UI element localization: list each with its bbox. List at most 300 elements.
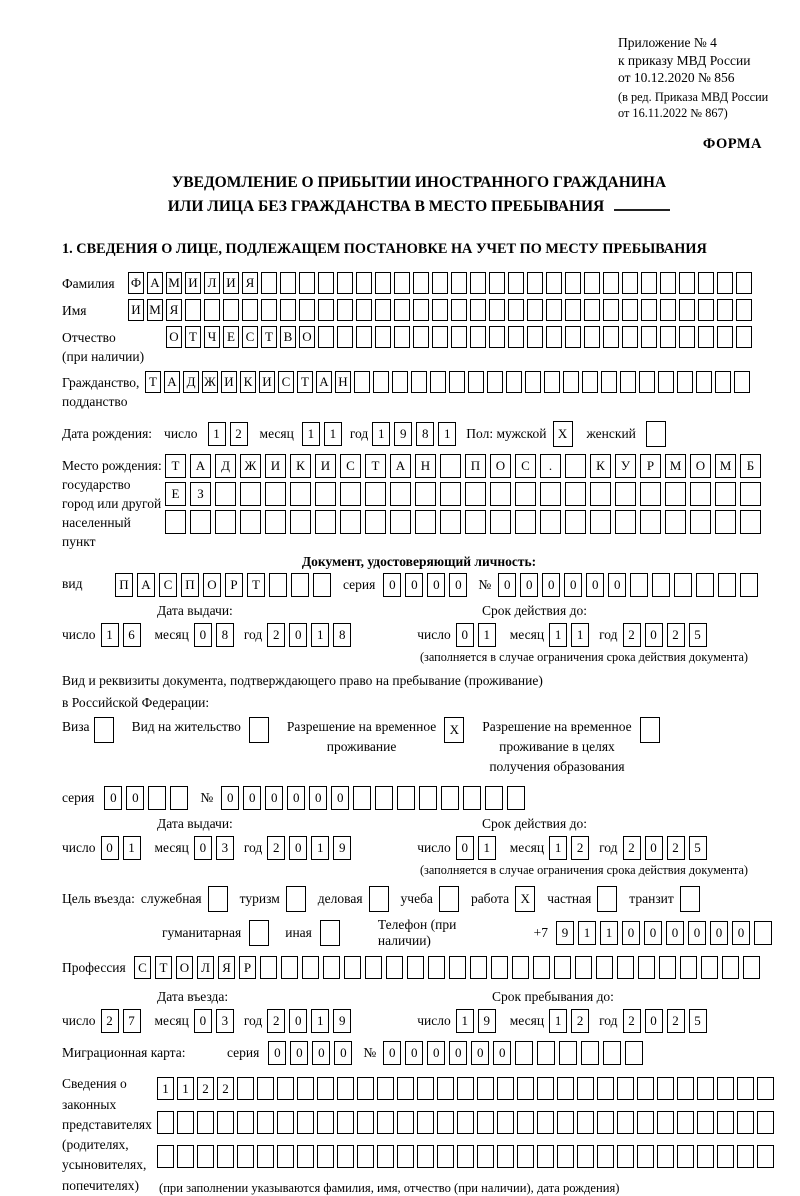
- form-cell[interactable]: [354, 371, 370, 393]
- form-cell[interactable]: [659, 956, 676, 979]
- form-cell[interactable]: [515, 510, 536, 534]
- form-cell[interactable]: [590, 510, 611, 534]
- form-cell[interactable]: П: [465, 454, 486, 478]
- form-cell[interactable]: 1: [123, 836, 141, 860]
- form-cell[interactable]: [517, 1077, 534, 1100]
- form-cell[interactable]: О: [299, 326, 315, 348]
- form-cell[interactable]: [240, 482, 261, 506]
- form-cell[interactable]: [625, 1041, 643, 1065]
- form-cell[interactable]: [457, 1077, 474, 1100]
- form-cell[interactable]: [432, 326, 448, 348]
- form-cell[interactable]: [575, 956, 592, 979]
- form-cell[interactable]: [490, 510, 511, 534]
- purpose-private-checkbox[interactable]: [597, 886, 621, 912]
- form-cell[interactable]: [477, 1111, 494, 1134]
- form-cell[interactable]: [737, 1077, 754, 1100]
- form-cell[interactable]: [737, 1111, 754, 1134]
- form-cell[interactable]: [736, 326, 752, 348]
- form-cell[interactable]: [717, 1111, 734, 1134]
- form-cell[interactable]: [257, 1145, 274, 1168]
- form-cell[interactable]: У: [615, 454, 636, 478]
- form-cell[interactable]: [506, 371, 522, 393]
- form-cell[interactable]: С: [515, 454, 536, 478]
- form-cell[interactable]: 0: [104, 786, 122, 810]
- form-cell[interactable]: [657, 1145, 674, 1168]
- form-cell[interactable]: X: [553, 421, 573, 447]
- form-cell[interactable]: [337, 272, 353, 294]
- form-cell[interactable]: 0: [290, 1041, 308, 1065]
- form-cell[interactable]: Е: [223, 326, 239, 348]
- form-cell[interactable]: 1: [438, 422, 456, 446]
- form-cell[interactable]: [260, 956, 277, 979]
- form-cell[interactable]: [265, 482, 286, 506]
- form-cell[interactable]: 0: [126, 786, 144, 810]
- form-cell[interactable]: [261, 299, 277, 321]
- form-cell[interactable]: А: [147, 272, 163, 294]
- form-cell[interactable]: [217, 1111, 234, 1134]
- form-cell[interactable]: [261, 272, 277, 294]
- form-cell[interactable]: [715, 371, 731, 393]
- form-cell[interactable]: [717, 326, 733, 348]
- form-cell[interactable]: 2: [667, 836, 685, 860]
- form-cell[interactable]: 9: [333, 836, 351, 860]
- form-cell[interactable]: [365, 510, 386, 534]
- form-cell[interactable]: Т: [155, 956, 172, 979]
- form-cell[interactable]: К: [290, 454, 311, 478]
- form-cell[interactable]: [377, 1111, 394, 1134]
- form-cell[interactable]: [317, 1077, 334, 1100]
- form-cell[interactable]: Д: [215, 454, 236, 478]
- form-cell[interactable]: 2: [217, 1077, 234, 1100]
- form-cell[interactable]: [357, 1145, 374, 1168]
- form-cell[interactable]: [658, 371, 674, 393]
- purpose-study-checkbox[interactable]: [439, 886, 463, 912]
- form-cell[interactable]: [736, 299, 752, 321]
- form-cell[interactable]: [297, 1145, 314, 1168]
- form-cell[interactable]: [375, 272, 391, 294]
- sex-male-checkbox[interactable]: [553, 421, 577, 447]
- form-cell[interactable]: 1: [549, 623, 567, 647]
- form-cell[interactable]: [584, 326, 600, 348]
- form-cell[interactable]: [277, 1145, 294, 1168]
- form-cell[interactable]: [641, 299, 657, 321]
- form-cell[interactable]: [603, 326, 619, 348]
- form-cell[interactable]: [217, 1145, 234, 1168]
- form-cell[interactable]: [277, 1077, 294, 1100]
- form-cell[interactable]: [417, 1145, 434, 1168]
- form-cell[interactable]: [302, 956, 319, 979]
- form-cell[interactable]: Т: [261, 326, 277, 348]
- form-cell[interactable]: [640, 482, 661, 506]
- purpose-transit-checkbox[interactable]: [680, 886, 704, 912]
- form-cell[interactable]: [640, 510, 661, 534]
- form-cell[interactable]: 1: [157, 1077, 174, 1100]
- form-cell[interactable]: [470, 326, 486, 348]
- form-cell[interactable]: [740, 573, 758, 597]
- form-cell[interactable]: [718, 573, 736, 597]
- form-cell[interactable]: А: [137, 573, 155, 597]
- form-cell[interactable]: [665, 482, 686, 506]
- form-cell[interactable]: И: [185, 272, 201, 294]
- form-cell[interactable]: [373, 371, 389, 393]
- form-cell[interactable]: [157, 1111, 174, 1134]
- form-cell[interactable]: [340, 482, 361, 506]
- form-cell[interactable]: [318, 299, 334, 321]
- form-cell[interactable]: [437, 1111, 454, 1134]
- form-cell[interactable]: [584, 272, 600, 294]
- form-cell[interactable]: [411, 371, 427, 393]
- form-cell[interactable]: А: [316, 371, 332, 393]
- form-cell[interactable]: [690, 510, 711, 534]
- form-cell[interactable]: М: [665, 454, 686, 478]
- form-cell[interactable]: 0: [542, 573, 560, 597]
- form-cell[interactable]: 0: [383, 1041, 401, 1065]
- form-cell[interactable]: [290, 482, 311, 506]
- form-cell[interactable]: [375, 299, 391, 321]
- form-cell[interactable]: 2: [197, 1077, 214, 1100]
- form-cell[interactable]: И: [265, 454, 286, 478]
- form-cell[interactable]: 0: [520, 573, 538, 597]
- form-cell[interactable]: Т: [247, 573, 265, 597]
- form-cell[interactable]: [430, 371, 446, 393]
- form-cell[interactable]: 1: [311, 836, 329, 860]
- form-cell[interactable]: [660, 272, 676, 294]
- form-cell[interactable]: 1: [311, 1009, 329, 1033]
- form-cell[interactable]: [717, 299, 733, 321]
- form-cell[interactable]: 2: [267, 623, 285, 647]
- form-cell[interactable]: Ж: [240, 454, 261, 478]
- form-cell[interactable]: 0: [586, 573, 604, 597]
- form-cell[interactable]: [148, 786, 166, 810]
- form-cell[interactable]: 0: [287, 786, 305, 810]
- form-cell[interactable]: 2: [623, 623, 641, 647]
- form-cell[interactable]: [639, 371, 655, 393]
- form-cell[interactable]: [377, 1077, 394, 1100]
- form-cell[interactable]: [477, 1145, 494, 1168]
- form-cell[interactable]: 0: [688, 921, 706, 945]
- form-cell[interactable]: [617, 1077, 634, 1100]
- form-cell[interactable]: [696, 573, 714, 597]
- form-cell[interactable]: 0: [622, 921, 640, 945]
- form-cell[interactable]: [356, 299, 372, 321]
- form-cell[interactable]: Р: [225, 573, 243, 597]
- purpose-humanitarian-checkbox[interactable]: [249, 920, 273, 946]
- form-cell[interactable]: [208, 886, 228, 912]
- form-cell[interactable]: [620, 371, 636, 393]
- form-cell[interactable]: [323, 956, 340, 979]
- form-cell[interactable]: [468, 371, 484, 393]
- form-cell[interactable]: [437, 1077, 454, 1100]
- form-cell[interactable]: [512, 956, 529, 979]
- visa-checkbox[interactable]: [94, 717, 118, 743]
- form-cell[interactable]: [565, 454, 586, 478]
- form-cell[interactable]: [249, 717, 269, 743]
- form-cell[interactable]: [641, 272, 657, 294]
- form-cell[interactable]: 8: [333, 623, 351, 647]
- form-cell[interactable]: Т: [297, 371, 313, 393]
- form-cell[interactable]: [165, 510, 186, 534]
- form-cell[interactable]: [315, 510, 336, 534]
- purpose-business-checkbox[interactable]: [208, 886, 232, 912]
- form-cell[interactable]: [320, 920, 340, 946]
- form-cell[interactable]: [485, 786, 503, 810]
- form-cell[interactable]: [641, 326, 657, 348]
- form-cell[interactable]: [597, 1077, 614, 1100]
- form-cell[interactable]: К: [590, 454, 611, 478]
- form-cell[interactable]: [356, 326, 372, 348]
- form-cell[interactable]: О: [490, 454, 511, 478]
- form-cell[interactable]: [477, 1077, 494, 1100]
- sex-female-checkbox[interactable]: [646, 421, 670, 447]
- form-cell[interactable]: 1: [208, 422, 226, 446]
- form-cell[interactable]: 0: [456, 623, 474, 647]
- form-cell[interactable]: [737, 1145, 754, 1168]
- form-cell[interactable]: 1: [456, 1009, 474, 1033]
- form-cell[interactable]: [392, 371, 408, 393]
- form-cell[interactable]: [584, 299, 600, 321]
- form-cell[interactable]: А: [190, 454, 211, 478]
- form-cell[interactable]: 0: [194, 1009, 212, 1033]
- form-cell[interactable]: 1: [478, 623, 496, 647]
- form-cell[interactable]: 3: [216, 836, 234, 860]
- form-cell[interactable]: 0: [564, 573, 582, 597]
- form-cell[interactable]: [679, 326, 695, 348]
- form-cell[interactable]: 0: [645, 1009, 663, 1033]
- form-cell[interactable]: [375, 326, 391, 348]
- form-cell[interactable]: Р: [640, 454, 661, 478]
- form-cell[interactable]: [697, 1145, 714, 1168]
- form-cell[interactable]: [365, 956, 382, 979]
- form-cell[interactable]: [277, 1111, 294, 1134]
- form-cell[interactable]: Е: [165, 482, 186, 506]
- form-cell[interactable]: [754, 921, 772, 945]
- form-cell[interactable]: Н: [335, 371, 351, 393]
- form-cell[interactable]: [407, 956, 424, 979]
- form-cell[interactable]: 0: [331, 786, 349, 810]
- form-cell[interactable]: С: [278, 371, 294, 393]
- form-cell[interactable]: 2: [101, 1009, 119, 1033]
- form-cell[interactable]: [390, 482, 411, 506]
- form-cell[interactable]: [344, 956, 361, 979]
- form-cell[interactable]: 0: [427, 573, 445, 597]
- form-cell[interactable]: [428, 956, 445, 979]
- form-cell[interactable]: [615, 482, 636, 506]
- form-cell[interactable]: [397, 1145, 414, 1168]
- form-cell[interactable]: [449, 371, 465, 393]
- form-cell[interactable]: И: [128, 299, 144, 321]
- form-cell[interactable]: 1: [578, 921, 596, 945]
- form-cell[interactable]: [369, 886, 389, 912]
- form-cell[interactable]: С: [159, 573, 177, 597]
- form-cell[interactable]: [415, 510, 436, 534]
- form-cell[interactable]: 0: [644, 921, 662, 945]
- form-cell[interactable]: 1: [549, 836, 567, 860]
- form-cell[interactable]: [677, 371, 693, 393]
- form-cell[interactable]: [237, 1145, 254, 1168]
- form-cell[interactable]: [386, 956, 403, 979]
- form-cell[interactable]: [697, 1077, 714, 1100]
- form-cell[interactable]: [449, 956, 466, 979]
- form-cell[interactable]: [565, 272, 581, 294]
- form-cell[interactable]: .: [540, 454, 561, 478]
- form-cell[interactable]: [215, 510, 236, 534]
- form-cell[interactable]: [237, 1077, 254, 1100]
- form-cell[interactable]: Ж: [202, 371, 218, 393]
- form-cell[interactable]: 0: [405, 1041, 423, 1065]
- form-cell[interactable]: [177, 1145, 194, 1168]
- form-cell[interactable]: [533, 956, 550, 979]
- form-cell[interactable]: [280, 272, 296, 294]
- form-cell[interactable]: 0: [194, 836, 212, 860]
- form-cell[interactable]: [356, 272, 372, 294]
- form-cell[interactable]: [465, 482, 486, 506]
- form-cell[interactable]: [490, 482, 511, 506]
- form-cell[interactable]: А: [390, 454, 411, 478]
- form-cell[interactable]: [377, 1145, 394, 1168]
- form-cell[interactable]: [297, 1111, 314, 1134]
- form-cell[interactable]: 0: [312, 1041, 330, 1065]
- form-cell[interactable]: [680, 956, 697, 979]
- form-cell[interactable]: [375, 786, 393, 810]
- form-cell[interactable]: 5: [689, 1009, 707, 1033]
- form-cell[interactable]: 1: [478, 836, 496, 860]
- form-cell[interactable]: 9: [556, 921, 574, 945]
- edu-residence-checkbox[interactable]: [640, 717, 664, 743]
- form-cell[interactable]: [715, 510, 736, 534]
- form-cell[interactable]: Л: [197, 956, 214, 979]
- form-cell[interactable]: [603, 299, 619, 321]
- form-cell[interactable]: [415, 482, 436, 506]
- form-cell[interactable]: [622, 272, 638, 294]
- form-cell[interactable]: [390, 510, 411, 534]
- form-cell[interactable]: [419, 786, 437, 810]
- form-cell[interactable]: [465, 510, 486, 534]
- form-cell[interactable]: 5: [689, 623, 707, 647]
- form-cell[interactable]: 8: [416, 422, 434, 446]
- form-cell[interactable]: [577, 1111, 594, 1134]
- form-cell[interactable]: X: [444, 717, 464, 743]
- form-cell[interactable]: [497, 1077, 514, 1100]
- form-cell[interactable]: Р: [239, 956, 256, 979]
- form-cell[interactable]: 1: [600, 921, 618, 945]
- form-cell[interactable]: [525, 371, 541, 393]
- form-cell[interactable]: [417, 1111, 434, 1134]
- form-cell[interactable]: [337, 1111, 354, 1134]
- form-cell[interactable]: З: [190, 482, 211, 506]
- form-cell[interactable]: [508, 299, 524, 321]
- form-cell[interactable]: [240, 510, 261, 534]
- form-cell[interactable]: И: [221, 371, 237, 393]
- form-cell[interactable]: [170, 786, 188, 810]
- form-cell[interactable]: [637, 1145, 654, 1168]
- form-cell[interactable]: 0: [194, 623, 212, 647]
- form-cell[interactable]: [439, 886, 459, 912]
- form-cell[interactable]: [249, 920, 269, 946]
- form-cell[interactable]: [554, 956, 571, 979]
- form-cell[interactable]: [413, 299, 429, 321]
- form-cell[interactable]: [437, 1145, 454, 1168]
- form-cell[interactable]: [597, 1145, 614, 1168]
- form-cell[interactable]: 2: [667, 623, 685, 647]
- form-cell[interactable]: [394, 299, 410, 321]
- form-cell[interactable]: Л: [204, 272, 220, 294]
- form-cell[interactable]: П: [181, 573, 199, 597]
- form-cell[interactable]: [701, 956, 718, 979]
- form-cell[interactable]: [413, 272, 429, 294]
- form-cell[interactable]: [696, 371, 712, 393]
- form-cell[interactable]: И: [223, 272, 239, 294]
- form-cell[interactable]: 0: [265, 786, 283, 810]
- form-cell[interactable]: [318, 272, 334, 294]
- form-cell[interactable]: [397, 1111, 414, 1134]
- form-cell[interactable]: [281, 956, 298, 979]
- form-cell[interactable]: О: [203, 573, 221, 597]
- form-cell[interactable]: [757, 1145, 774, 1168]
- form-cell[interactable]: [299, 299, 315, 321]
- form-cell[interactable]: К: [240, 371, 256, 393]
- form-cell[interactable]: [601, 371, 617, 393]
- form-cell[interactable]: [353, 786, 371, 810]
- form-cell[interactable]: Ф: [128, 272, 144, 294]
- form-cell[interactable]: [515, 482, 536, 506]
- form-cell[interactable]: Ч: [204, 326, 220, 348]
- form-cell[interactable]: 2: [571, 1009, 589, 1033]
- form-cell[interactable]: [215, 482, 236, 506]
- form-cell[interactable]: [717, 1077, 734, 1100]
- form-cell[interactable]: [397, 1077, 414, 1100]
- form-cell[interactable]: 9: [333, 1009, 351, 1033]
- form-cell[interactable]: Я: [218, 956, 235, 979]
- form-cell[interactable]: [451, 299, 467, 321]
- form-cell[interactable]: [157, 1145, 174, 1168]
- form-cell[interactable]: [527, 326, 543, 348]
- form-cell[interactable]: [698, 272, 714, 294]
- form-cell[interactable]: П: [115, 573, 133, 597]
- form-cell[interactable]: [565, 326, 581, 348]
- residence-checkbox[interactable]: [249, 717, 273, 743]
- form-cell[interactable]: X: [515, 886, 535, 912]
- form-cell[interactable]: 2: [623, 836, 641, 860]
- form-cell[interactable]: 1: [324, 422, 342, 446]
- form-cell[interactable]: [717, 1145, 734, 1168]
- form-cell[interactable]: [223, 299, 239, 321]
- form-cell[interactable]: 0: [268, 1041, 286, 1065]
- form-cell[interactable]: [440, 454, 461, 478]
- form-cell[interactable]: 2: [571, 836, 589, 860]
- form-cell[interactable]: [432, 299, 448, 321]
- form-cell[interactable]: М: [715, 454, 736, 478]
- form-cell[interactable]: [257, 1077, 274, 1100]
- form-cell[interactable]: [660, 299, 676, 321]
- form-cell[interactable]: 8: [216, 623, 234, 647]
- form-cell[interactable]: [397, 786, 415, 810]
- form-cell[interactable]: [291, 573, 309, 597]
- form-cell[interactable]: 1: [177, 1077, 194, 1100]
- form-cell[interactable]: [757, 1111, 774, 1134]
- form-cell[interactable]: [394, 272, 410, 294]
- form-cell[interactable]: [237, 1111, 254, 1134]
- form-cell[interactable]: [637, 1111, 654, 1134]
- form-cell[interactable]: 1: [101, 623, 119, 647]
- form-cell[interactable]: [734, 371, 750, 393]
- form-cell[interactable]: [257, 1111, 274, 1134]
- form-cell[interactable]: Т: [365, 454, 386, 478]
- form-cell[interactable]: [597, 886, 617, 912]
- form-cell[interactable]: [315, 482, 336, 506]
- form-cell[interactable]: [544, 371, 560, 393]
- form-cell[interactable]: [557, 1145, 574, 1168]
- form-cell[interactable]: [537, 1077, 554, 1100]
